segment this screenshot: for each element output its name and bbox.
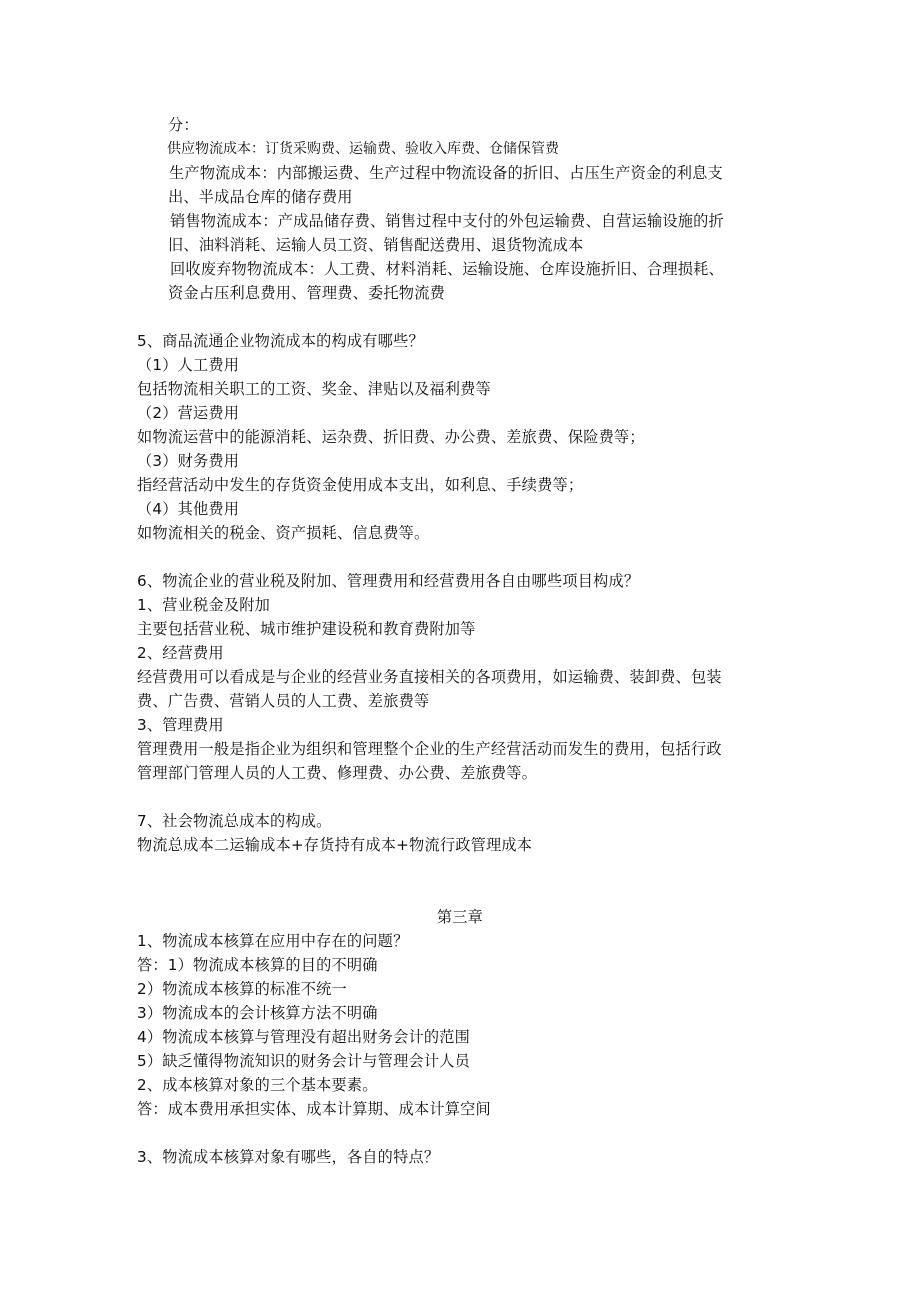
text-line: 销售物流成本：产成品储存费、销售过程中支付的外包运输费、自营运输设施的折 (170, 212, 724, 230)
question-heading: 7、社会物流总成本的构成。 (137, 812, 332, 830)
text-line: 管理费用一般是指企业为组织和管理整个企业的生产经营活动而发生的费用，包括行政 (137, 740, 722, 758)
text-line: 2、经营费用 (137, 644, 224, 662)
text-line: （2）营运费用 (137, 404, 240, 422)
text-line: 2）物流成本核算的标准不统一 (137, 980, 347, 998)
text-line: （4）其他费用 (137, 500, 240, 518)
text-line: 答：成本费用承担实体、成本计算期、成本计算空间 (137, 1100, 491, 1118)
text-line: 资金占压利息费用、管理费、委托物流费 (168, 284, 445, 302)
text-line: 3、管理费用 (137, 716, 224, 734)
question-heading: 6、物流企业的营业税及附加、管理费用和经营费用各自由哪些项目构成？ (137, 572, 640, 590)
text-line: 经营费用可以看成是与企业的经营业务直接相关的各项费用，如运输费、装卸费、包装 (137, 668, 722, 686)
question-heading: 2、成本核算对象的三个基本要素。 (137, 1076, 378, 1094)
question-heading: 5、商品流通企业物流成本的构成有哪些？ (137, 332, 424, 350)
text-line: 旧、油料消耗、运输人员工资、销售配送费用、退货物流成本 (168, 236, 584, 254)
text-line: 包括物流相关职工的工资、奖金、津贴以及福利费等 (137, 380, 491, 398)
chapter-title: 第三章 (436, 908, 484, 926)
question-heading: 1、物流成本核算在应用中存在的问题？ (137, 932, 409, 950)
text-line: 物流总成本二运输成本+存货持有成本+物流行政管理成本 (137, 836, 533, 854)
text-line: 4）物流成本核算与管理没有超出财务会计的范围 (137, 1028, 471, 1046)
text-line: 1、营业税金及附加 (137, 596, 270, 614)
text-line: 答：1）物流成本核算的目的不明确 (137, 956, 378, 974)
text-line: 出、半成品仓库的储存费用 (168, 188, 353, 206)
text-line: 供应物流成本：订货采购费、运输费、验收入库费、仓储保管费 (167, 141, 559, 157)
text-line: 如物流相关的税金、资产损耗、信息费等。 (137, 524, 430, 542)
text-line: （1）人工费用 (137, 356, 240, 374)
text-line: 指经营活动中发生的存货资金使用成本支出，如利息、手续费等； (137, 476, 584, 494)
text-line: 管理部门管理人员的人工费、修理费、办公费、差旅费等。 (137, 764, 538, 782)
question-heading: 3、物流成本核算对象有哪些，各自的特点？ (137, 1148, 440, 1166)
text-line: 3）物流成本的会计核算方法不明确 (137, 1004, 378, 1022)
text-line: 如物流运营中的能源消耗、运杂费、折旧费、办公费、差旅费、保险费等； (137, 428, 645, 446)
text-line: 生产物流成本：内部搬运费、生产过程中物流设备的折旧、占压生产资金的利息支 (169, 164, 723, 182)
text-line: 回收废弃物物流成本：人工费、材料消耗、运输设施、仓库设施折旧、合理损耗、 (170, 260, 724, 278)
text-line: 5）缺乏懂得物流知识的财务会计与管理会计人员 (137, 1052, 471, 1070)
text-line: 主要包括营业税、城市维护建设税和教育费附加等 (137, 620, 476, 638)
text-line: 分： (168, 116, 199, 134)
text-line: 费、广告费、营销人员的人工费、差旅费等 (137, 692, 430, 710)
text-line: （3）财务费用 (137, 452, 240, 470)
